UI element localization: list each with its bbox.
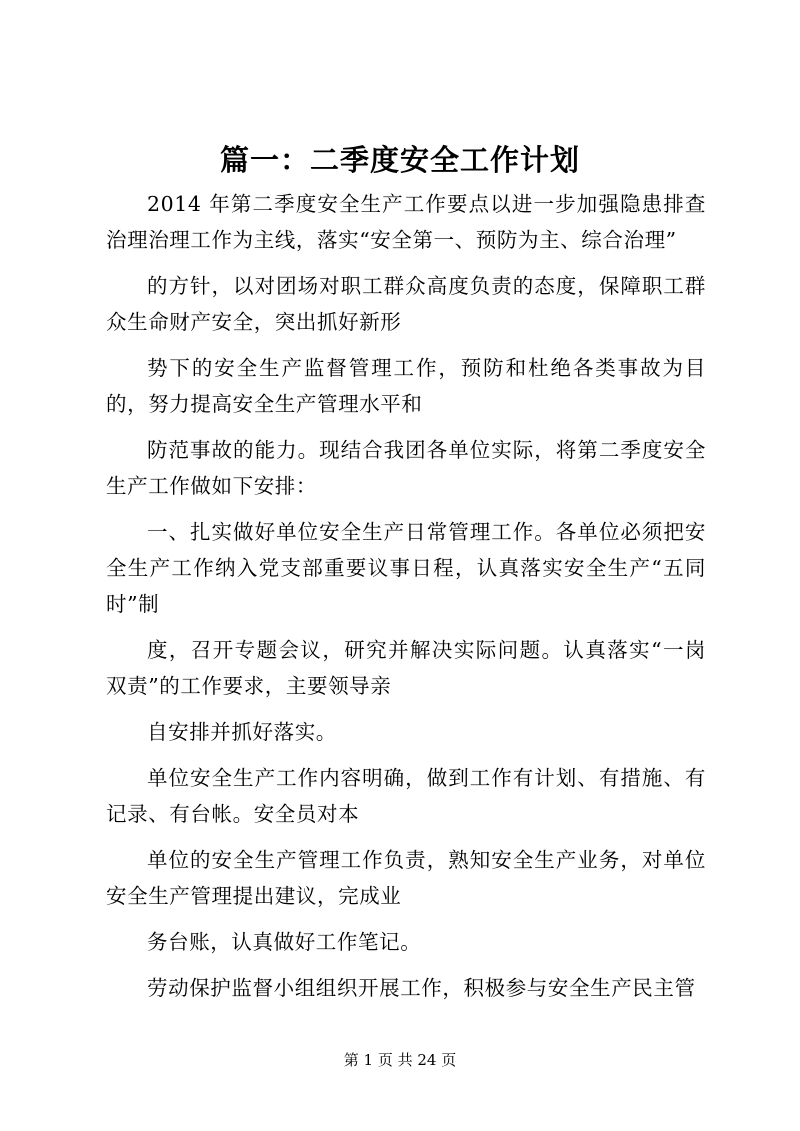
paragraph: 势下的安全生产监督管理工作，预防和杜绝各类事故为目的，努力提高安全生产管理水平和 (106, 356, 706, 416)
paragraph: 一、扎实做好单位安全生产日常管理工作。各单位必须把安全生产工作纳入党支部重要议事日程，认真落实安全生产“五同时”制 (106, 520, 706, 616)
paragraph: 务台账，认真做好工作笔记。 (147, 930, 422, 954)
paragraph: 劳动保护监督小组组织开展工作，积极参与安全生产民主管 (147, 976, 696, 1000)
paragraph: 单位安全生产工作内容明确，做到工作有计划、有措施、有记录、有台帐。安全员对本 (106, 766, 706, 826)
document-body (106, 186, 706, 1016)
paragraph: 防范事故的能力。现结合我团各单位实际，将第二季度安全生产工作做如下安排： (106, 438, 706, 498)
paragraph: 单位的安全生产管理工作负责，熟知安全生产业务，对单位安全生产管理提出建议，完成业 (106, 848, 706, 908)
paragraph: 的方针，以对团场对职工群众高度负责的态度，保障职工群众生命财产安全，突出抓好新形 (106, 274, 706, 334)
paragraph: 自安排并抓好落实。 (147, 720, 337, 744)
page-number-footer: 第 1 页 共 24 页 (343, 1051, 457, 1069)
document-title: 篇一：二季度安全工作计划 (219, 143, 580, 177)
paragraph: 度，召开专题会议，研究并解决实际问题。认真落实“一岗双责”的工作要求，主要领导亲 (106, 638, 706, 698)
paragraph: 2014 年第二季度安全生产工作要点以进一步加强隐患排查治理治理工作为主线，落实“安全第一、预防为主、综合治理” (106, 192, 706, 252)
